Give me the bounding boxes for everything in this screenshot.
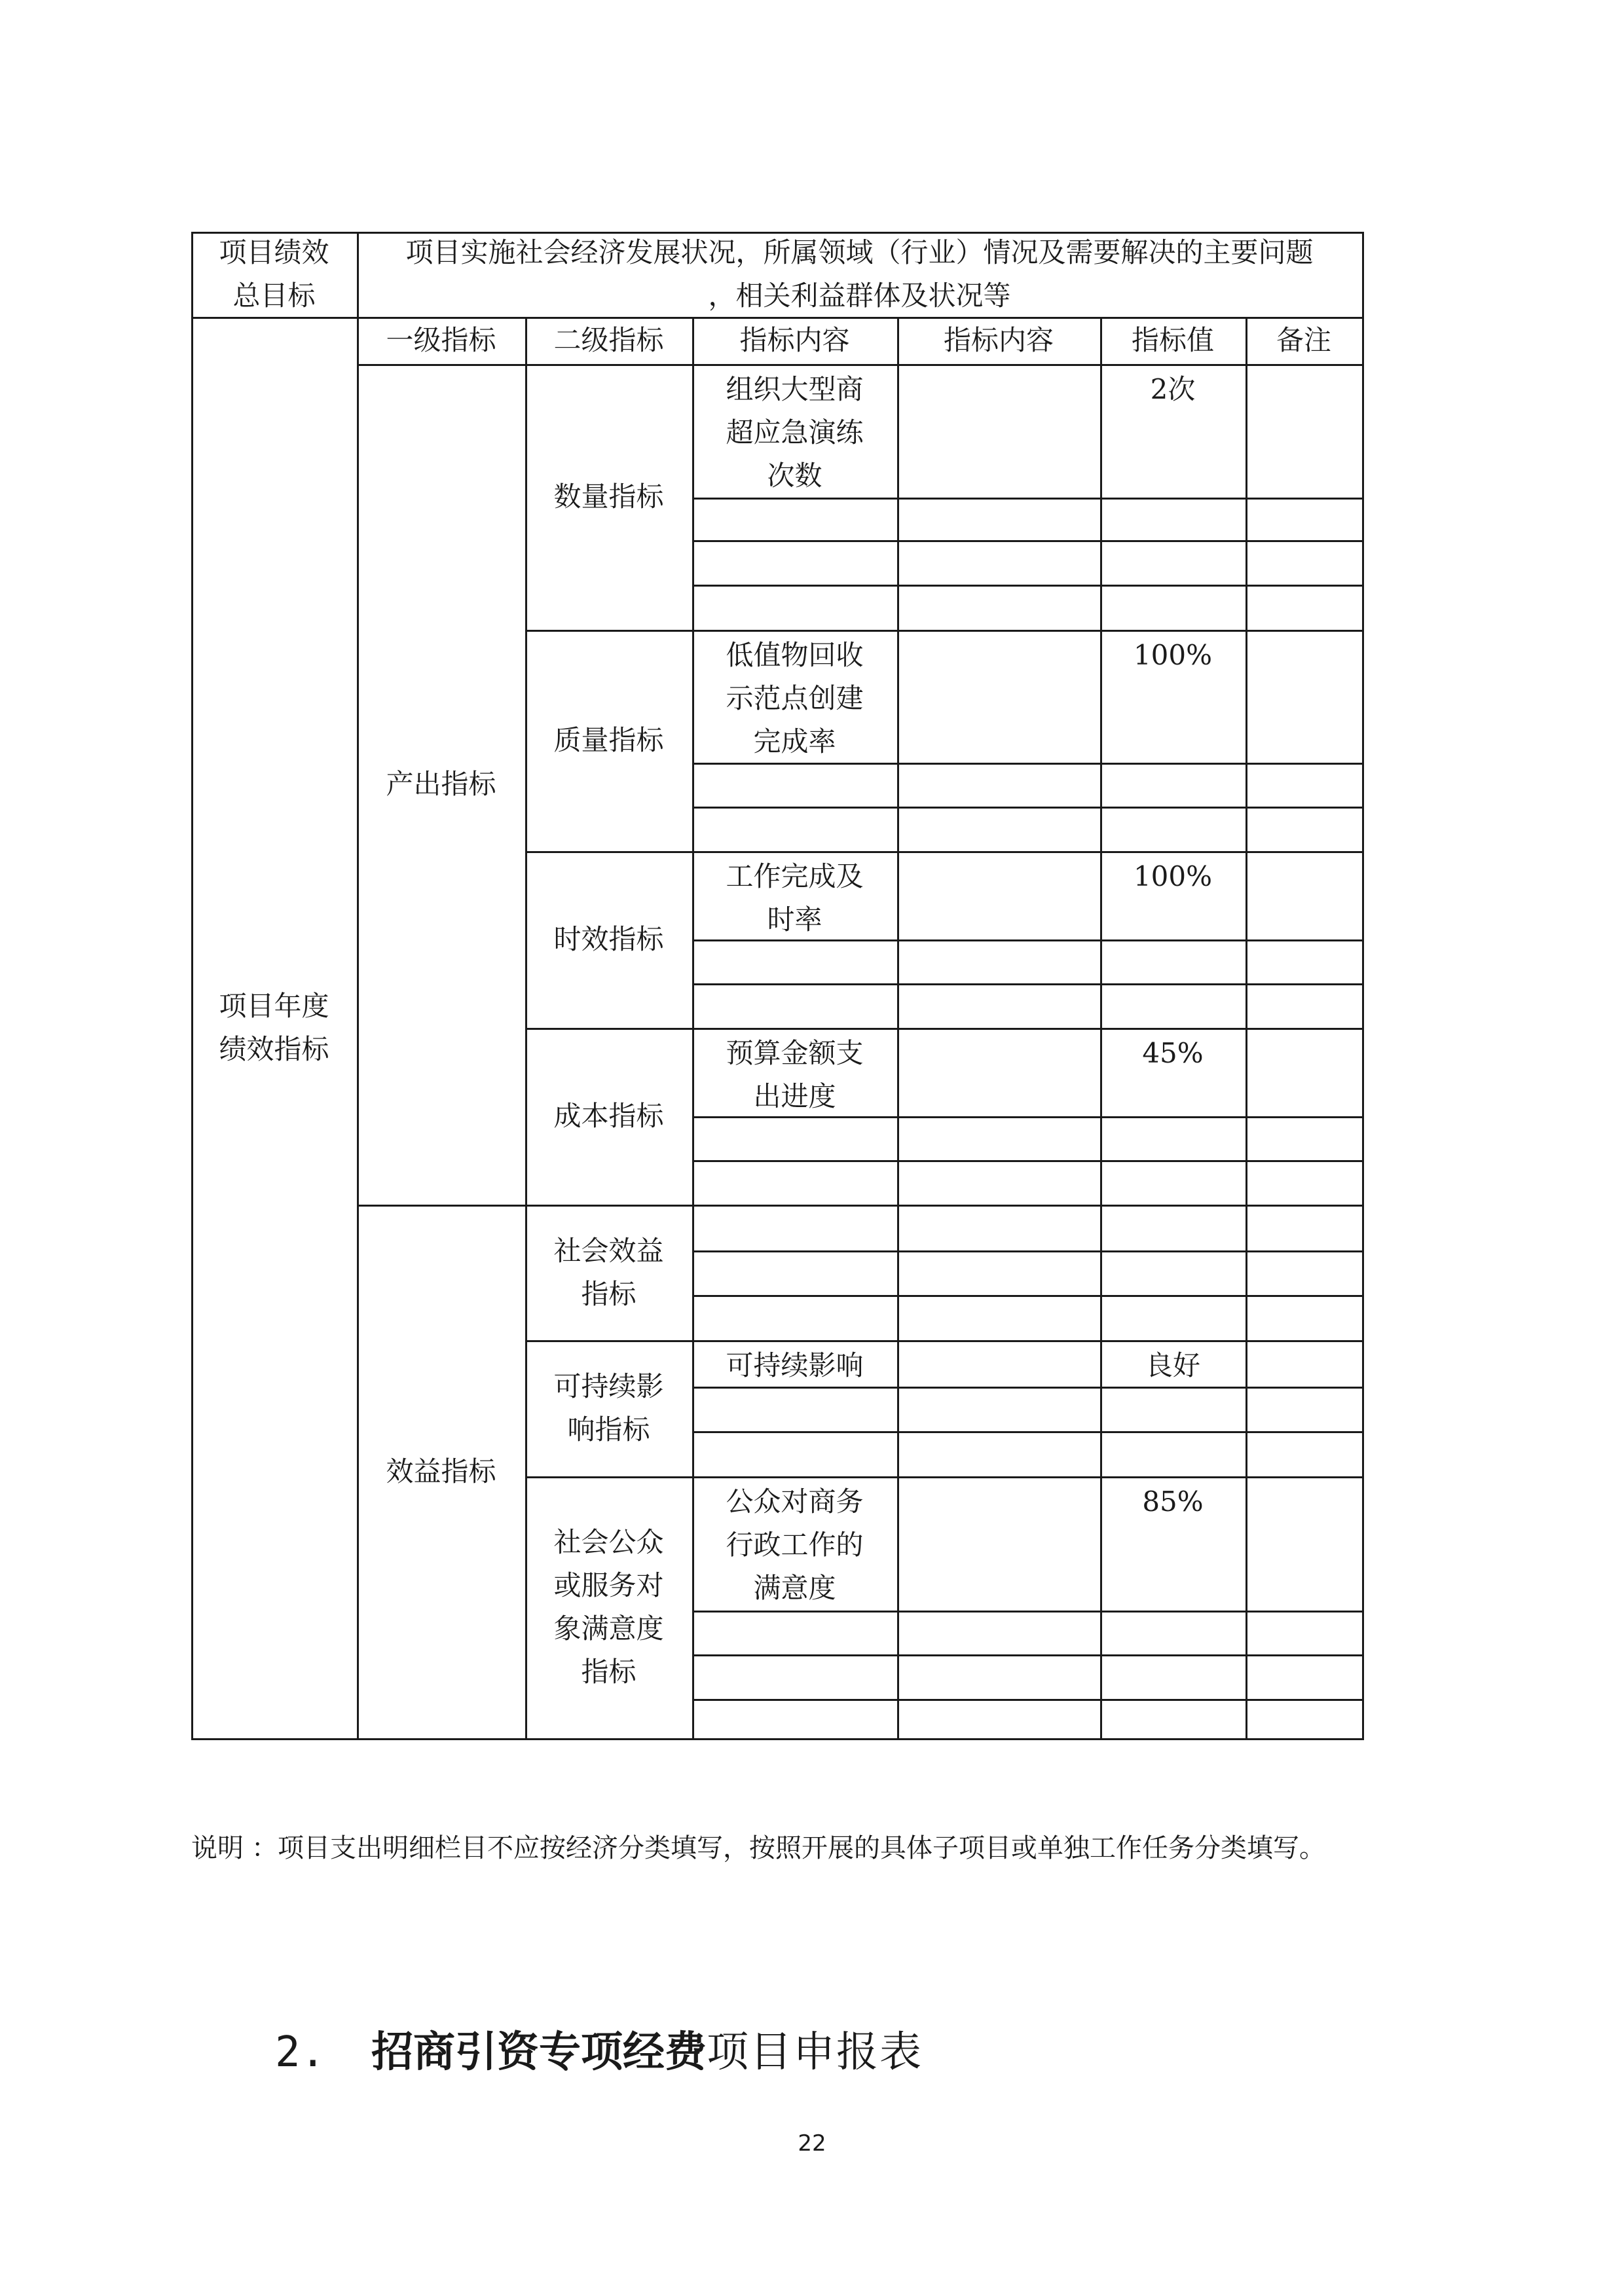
column-header — [357, 317, 525, 364]
indicator-value — [1100, 1476, 1246, 1611]
indicator-content-line: 次数 — [767, 460, 822, 492]
column-header-line: 指标内容 — [943, 324, 1054, 356]
table-right-border — [1362, 232, 1364, 1740]
level2-label-line: 数量指标 — [553, 481, 664, 513]
column-header-line: 指标内容 — [739, 324, 850, 356]
indicator-content-line: 时率 — [767, 903, 822, 936]
level2-label-line: 响指标 — [567, 1413, 650, 1446]
goal-description — [357, 232, 1362, 317]
level1-benefit — [357, 1205, 525, 1738]
level2-label-line: 指标 — [581, 1277, 637, 1310]
indicator-content-line: 示范点创建 — [726, 682, 864, 714]
row-divider — [692, 983, 1362, 985]
section-title-bold: 招商引资专项经费 — [371, 2028, 707, 2077]
column-header-line: 二级指标 — [553, 324, 664, 356]
goal-label — [191, 232, 357, 317]
annual-indicator-label — [191, 317, 357, 1738]
column-header — [1100, 317, 1246, 364]
level2-label — [525, 1476, 692, 1738]
level2-label-line: 或服务对 — [553, 1569, 664, 1601]
indicator-content-line: 低值物回收 — [726, 639, 864, 671]
row-divider — [692, 1699, 1362, 1701]
indicator-value — [1100, 851, 1246, 939]
indicator-value-line: 2次 — [1150, 373, 1196, 405]
indicator-content — [692, 1476, 897, 1611]
level2-label-line: 社会效益 — [553, 1234, 664, 1267]
indicator-content-line: 工作完成及 — [726, 860, 864, 892]
note — [191, 1827, 1422, 1870]
column-header — [897, 317, 1100, 364]
column-header-line: 一级指标 — [386, 324, 496, 356]
indicator-value — [1100, 364, 1246, 498]
column-header-line: 备注 — [1276, 324, 1331, 356]
row-divider — [692, 585, 1362, 587]
row-divider — [692, 1654, 1362, 1656]
column-header-line: 指标值 — [1131, 324, 1214, 356]
level2-label — [525, 630, 692, 851]
page-number: 22 — [798, 2130, 826, 2157]
annual-indicator-label-line: 绩效指标 — [219, 1032, 329, 1065]
level2-label-line: 质量指标 — [553, 724, 664, 756]
indicator-value-line: 100% — [1133, 639, 1213, 671]
level1-output-line: 产出指标 — [386, 768, 496, 800]
row-divider — [692, 498, 1362, 500]
note-text: ：项目支出明细栏目不应按经济分类填写，按照开展的具体子项目或单独工作任务分类填写。 — [251, 1833, 1325, 1863]
indicator-value — [1100, 1340, 1246, 1387]
indicator-content-line: 满意度 — [753, 1572, 836, 1604]
level2-label-line: 社会公众 — [553, 1526, 664, 1558]
indicator-value-line: 100% — [1133, 860, 1213, 892]
level2-label-line: 可持续影 — [553, 1370, 664, 1402]
indicator-content — [692, 630, 897, 763]
annual-indicator-label-line: 项目年度 — [219, 989, 329, 1022]
section-number: 2. — [275, 2028, 326, 2077]
row-divider — [692, 1250, 1362, 1252]
goal-label-line: 项目绩效 — [219, 236, 329, 268]
indicator-value-line: 良好 — [1145, 1349, 1200, 1381]
indicator-content — [692, 1340, 897, 1387]
row-divider — [692, 807, 1362, 809]
indicator-content-line: 出进度 — [753, 1080, 836, 1112]
indicator-content-line: 完成率 — [753, 725, 836, 757]
level2-label-line: 成本指标 — [553, 1100, 664, 1132]
indicator-content-line: 超应急演练 — [726, 416, 864, 448]
indicator-content — [692, 364, 897, 498]
row-divider — [692, 1431, 1362, 1433]
level1-benefit-line: 效益指标 — [386, 1455, 496, 1487]
level2-label — [525, 851, 692, 1028]
goal-description-line: ，相关利益群体及状况等 — [708, 280, 1011, 312]
level2-label-line: 指标 — [581, 1656, 637, 1688]
goal-label-line: 总目标 — [232, 280, 316, 312]
section-heading — [275, 2023, 923, 2082]
indicator-content-line: 行政工作的 — [726, 1529, 864, 1561]
indicator-value — [1100, 630, 1246, 763]
row-divider — [692, 1611, 1362, 1613]
row-divider — [692, 1160, 1362, 1162]
level2-label — [525, 1028, 692, 1205]
level2-label — [525, 1205, 692, 1340]
goal-description-line: 项目实施社会经济发展状况，所属领域（行业）情况及需要解决的主要问题 — [405, 236, 1314, 268]
row-divider — [692, 1295, 1362, 1297]
indicator-content-line: 组织大型商 — [726, 373, 864, 405]
column-header — [1246, 317, 1362, 364]
indicator-value — [1100, 1028, 1246, 1116]
indicator-content — [692, 1028, 897, 1116]
level2-label-line: 象满意度 — [553, 1613, 664, 1645]
level2-label — [525, 364, 692, 630]
indicator-content-line: 可持续影响 — [726, 1349, 864, 1381]
indicator-content — [692, 851, 897, 939]
indicator-content-line: 公众对商务 — [726, 1485, 864, 1518]
level2-label-line: 时效指标 — [553, 923, 664, 955]
note-label: 说明 — [191, 1833, 244, 1863]
indicator-content-line: 预算金额支 — [726, 1037, 864, 1069]
column-header — [692, 317, 897, 364]
table-bottom-border — [191, 1738, 1362, 1740]
column-header — [525, 317, 692, 364]
row-divider — [692, 540, 1362, 542]
section-title-rest: 项目申报表 — [707, 2028, 923, 2077]
indicator-value-line: 85% — [1142, 1485, 1204, 1518]
level2-label — [525, 1340, 692, 1476]
indicator-value-line: 45% — [1142, 1037, 1204, 1069]
level1-output — [357, 364, 525, 1205]
